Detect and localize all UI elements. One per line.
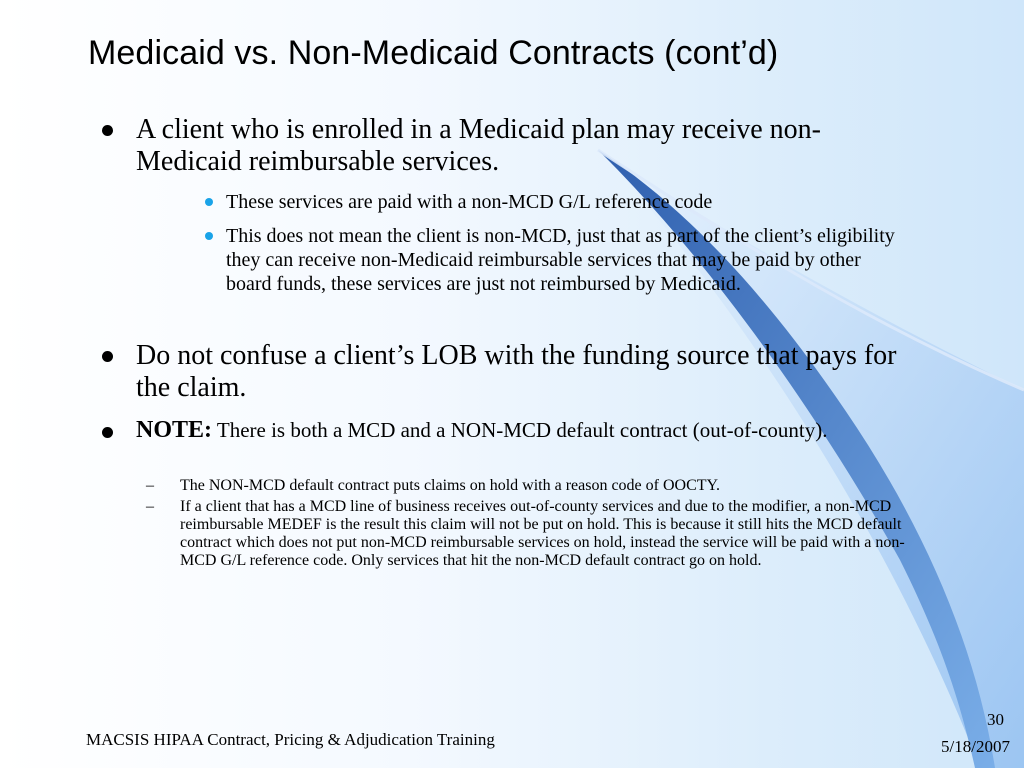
bullet-text: Do not confuse a client’s LOB with the funding source that pays for the claim. [136, 340, 897, 403]
bullet-item [136, 114, 916, 178]
note-bullet-item [136, 417, 916, 444]
bullet-dot-icon [102, 427, 113, 438]
slide-title: Medicaid vs. Non-Medicaid Contracts (cont’d) [88, 34, 779, 72]
sub-bullet-dot-icon [205, 232, 213, 240]
dash-item [146, 498, 920, 570]
bullet-item [136, 340, 916, 404]
page-number: 30 [987, 710, 1004, 729]
footer-title: MACSIS HIPAA Contract, Pricing & Adjudication Training [86, 730, 495, 749]
footer-date: 5/18/2007 [941, 737, 1010, 756]
sub-bullet-text: This does not mean the client is non-MCD, just that as part of the client’s eligibility they can receive non-Medicaid reimbursable services that may be paid by other board funds, these services are just not reimbursed by Medicaid. [226, 225, 895, 295]
sub-bullet-dot-icon [205, 198, 213, 206]
note-text: There is both a MCD and a NON-MCD default contract (out-of-county). [212, 418, 828, 442]
bullet-dot-icon [102, 125, 113, 136]
sub-bullet-text: These services are paid with a non-MCD G/L reference code [226, 191, 713, 213]
dash-item-text: If a client that has a MCD line of business receives out-of-county services and due to the modifier, a non-MCD reimbursable MEDEF is the result this claim will not be put on hold. This is because it still hits the MCD default contract which does not put non-MCD reimbursable services on hold, instead the service will be paid with a non-MCD G/L reference code. Only services that hit the non-MCD default contract go on hold. [180, 498, 905, 569]
sub-bullet-item [226, 190, 906, 214]
dash-icon: – [146, 477, 154, 494]
dash-item [146, 477, 920, 495]
bullet-dot-icon [102, 351, 113, 362]
note-label: NOTE: [136, 417, 213, 443]
dash-item-text: The NON-MCD default contract puts claims on hold with a reason code of OOCTY. [180, 477, 721, 494]
bullet-text: A client who is enrolled in a Medicaid plan may receive non-Medicaid reimbursable services. [136, 114, 822, 177]
dash-icon: – [146, 498, 154, 515]
sub-bullet-item [226, 224, 906, 296]
